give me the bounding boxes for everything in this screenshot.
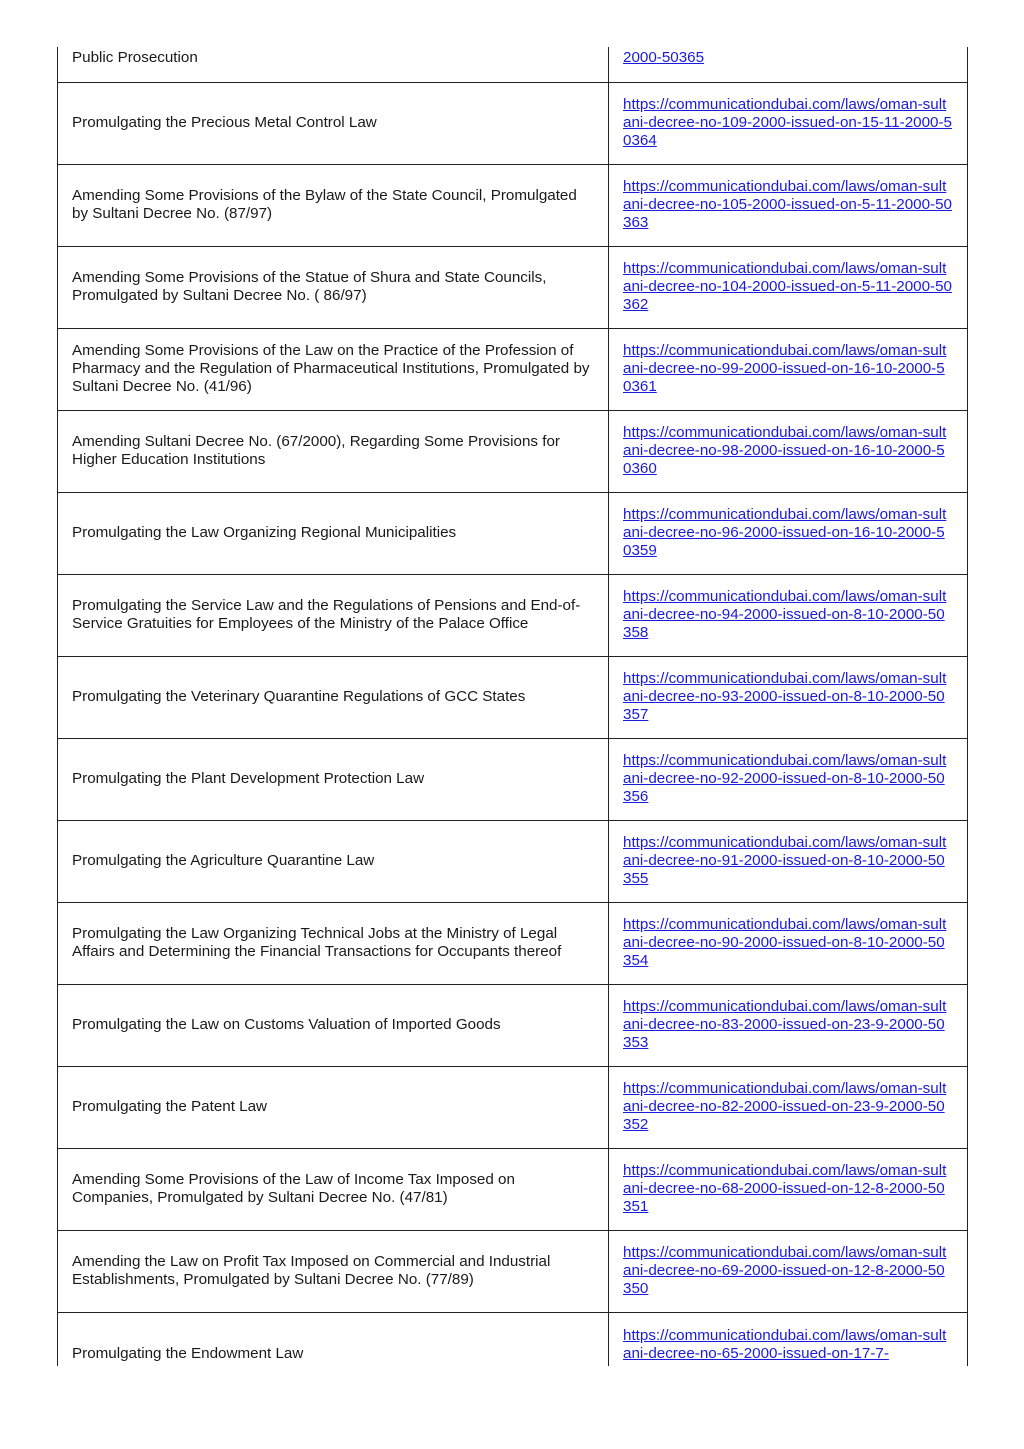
table-row <box>58 902 968 984</box>
document-page <box>57 47 967 1366</box>
table-row <box>58 820 968 902</box>
table-row <box>58 1230 968 1312</box>
law-link[interactable]: https://communicationdubai.com/laws/oman-sultani-decree-no-91-2000-issued-on-8-10-2000-50355 <box>623 834 947 887</box>
law-title: Promulgating the Law on Customs Valuation of Imported Goods <box>58 984 609 1066</box>
law-link[interactable]: https://communicationdubai.com/laws/oman-sultani-decree-no-65-2000-issued-on-17-7- <box>623 1326 947 1362</box>
law-link[interactable]: https://communicationdubai.com/laws/oman-sultani-decree-no-69-2000-issued-on-12-8-2000-50350 <box>623 1244 947 1297</box>
law-link-cell <box>609 492 968 574</box>
law-title: Promulgating the Plant Development Protection Law <box>58 738 609 820</box>
laws-table-body <box>58 47 968 1366</box>
table-row <box>58 328 968 410</box>
law-link-cell <box>609 164 968 246</box>
law-title: Amending Some Provisions of the Law on the Practice of the Profession of Pharmacy and the Regulation of Pharmaceutical Institutions, Promulgated by Sultani Decree No. (41/96) <box>58 328 609 410</box>
law-title: Promulgating the Patent Law <box>58 1066 609 1148</box>
law-title: Public Prosecution <box>58 47 609 82</box>
law-link[interactable]: https://communicationdubai.com/laws/oman-sultani-decree-no-90-2000-issued-on-8-10-2000-50354 <box>623 916 947 969</box>
law-link-cell <box>609 820 968 902</box>
table-row <box>58 1148 968 1230</box>
law-link-cell <box>609 1066 968 1148</box>
laws-table <box>57 47 968 1366</box>
table-row <box>58 1312 968 1366</box>
law-title: Promulgating the Veterinary Quarantine Regulations of GCC States <box>58 656 609 738</box>
law-link[interactable]: https://communicationdubai.com/laws/oman-sultani-decree-no-109-2000-issued-on-15-11-2000-50364 <box>623 96 952 149</box>
law-title: Promulgating the Law Organizing Regional Municipalities <box>58 492 609 574</box>
table-row <box>58 164 968 246</box>
table-row <box>58 984 968 1066</box>
law-link[interactable]: https://communicationdubai.com/laws/oman-sultani-decree-no-92-2000-issued-on-8-10-2000-50356 <box>623 752 947 805</box>
law-link[interactable]: https://communicationdubai.com/laws/oman-sultani-decree-no-68-2000-issued-on-12-8-2000-50351 <box>623 1162 947 1215</box>
law-link[interactable]: https://communicationdubai.com/laws/oman-sultani-decree-no-99-2000-issued-on-16-10-2000-50361 <box>623 342 947 395</box>
law-title: Amending Some Provisions of the Bylaw of the State Council, Promulgated by Sultani Decree No. (87/97) <box>58 164 609 246</box>
law-link-cell <box>609 328 968 410</box>
table-row <box>58 1066 968 1148</box>
law-link[interactable]: https://communicationdubai.com/laws/oman-sultani-decree-no-98-2000-issued-on-16-10-2000-50360 <box>623 424 947 477</box>
law-link[interactable]: https://communicationdubai.com/laws/oman-sultani-decree-no-93-2000-issued-on-8-10-2000-50357 <box>623 670 947 723</box>
table-row <box>58 246 968 328</box>
law-link-cell <box>609 82 968 164</box>
law-link[interactable]: https://communicationdubai.com/laws/oman-sultani-decree-no-82-2000-issued-on-23-9-2000-50352 <box>623 1080 947 1133</box>
law-link-cell <box>609 1148 968 1230</box>
table-row <box>58 574 968 656</box>
law-link-cell <box>609 902 968 984</box>
law-link[interactable]: https://communicationdubai.com/laws/oman-sultani-decree-no-94-2000-issued-on-8-10-2000-50358 <box>623 588 947 641</box>
table-row <box>58 738 968 820</box>
law-link[interactable]: https://communicationdubai.com/laws/oman-sultani-decree-no-104-2000-issued-on-5-11-2000-50362 <box>623 260 952 313</box>
law-link[interactable]: 2000-50365 <box>623 49 705 66</box>
table-row <box>58 656 968 738</box>
law-link[interactable]: https://communicationdubai.com/laws/oman-sultani-decree-no-105-2000-issued-on-5-11-2000-50363 <box>623 178 952 231</box>
law-title: Amending Sultani Decree No. (67/2000), Regarding Some Provisions for Higher Education Institutions <box>58 410 609 492</box>
law-link-cell <box>609 656 968 738</box>
table-row <box>58 82 968 164</box>
law-link-cell <box>609 47 968 82</box>
law-link[interactable]: https://communicationdubai.com/laws/oman-sultani-decree-no-83-2000-issued-on-23-9-2000-50353 <box>623 998 947 1051</box>
table-row <box>58 492 968 574</box>
law-link-cell <box>609 410 968 492</box>
law-link-cell <box>609 1230 968 1312</box>
law-link-cell <box>609 984 968 1066</box>
law-title: Amending the Law on Profit Tax Imposed on Commercial and Industrial Establishments, Promulgated by Sultani Decree No. (77/89) <box>58 1230 609 1312</box>
table-row <box>58 410 968 492</box>
table-row <box>58 47 968 82</box>
law-title: Promulgating the Precious Metal Control Law <box>58 82 609 164</box>
law-title: Promulgating the Service Law and the Regulations of Pensions and End-of-Service Gratuities for Employees of the Ministry of the Palace Office <box>58 574 609 656</box>
law-link-cell <box>609 738 968 820</box>
law-link[interactable]: https://communicationdubai.com/laws/oman-sultani-decree-no-96-2000-issued-on-16-10-2000-50359 <box>623 506 947 559</box>
law-title: Promulgating the Agriculture Quarantine Law <box>58 820 609 902</box>
law-title: Promulgating the Law Organizing Technical Jobs at the Ministry of Legal Affairs and Determining the Financial Transactions for Occupants thereof <box>58 902 609 984</box>
law-title: Promulgating the Endowment Law <box>58 1312 609 1366</box>
law-link-cell <box>609 1312 968 1366</box>
law-link-cell <box>609 574 968 656</box>
law-link-cell <box>609 246 968 328</box>
law-title: Amending Some Provisions of the Law of Income Tax Imposed on Companies, Promulgated by Sultani Decree No. (47/81) <box>58 1148 609 1230</box>
law-title: Amending Some Provisions of the Statue of Shura and State Councils, Promulgated by Sultani Decree No. ( 86/97) <box>58 246 609 328</box>
